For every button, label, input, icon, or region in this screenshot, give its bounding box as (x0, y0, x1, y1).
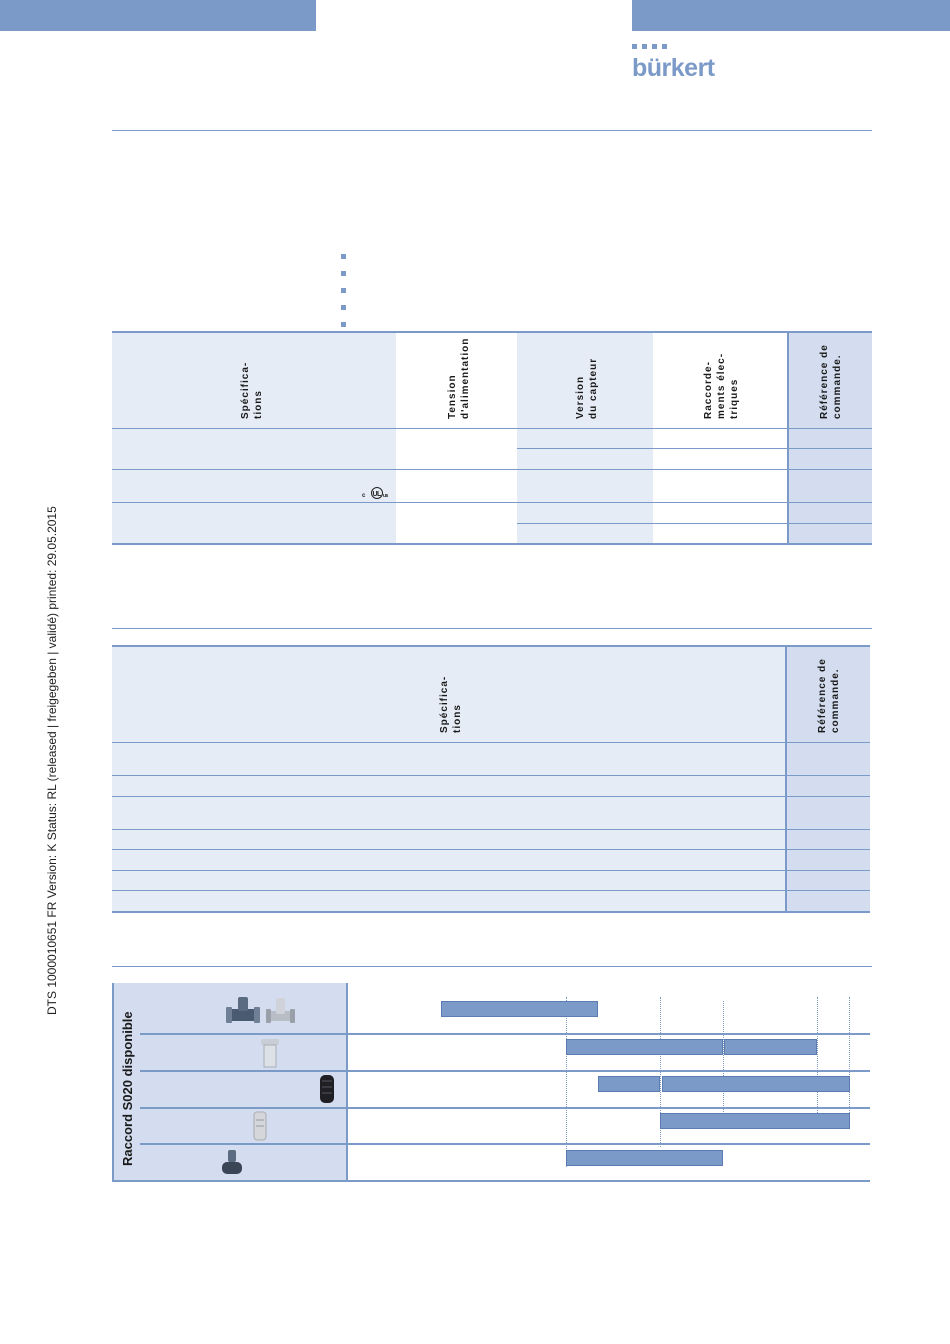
fitting-availability-chart (112, 983, 870, 1182)
burkert-logo (632, 44, 722, 84)
ordering-table-1 (112, 331, 872, 545)
availability-bar (441, 1001, 598, 1017)
stainless-insert-fitting-icon (252, 1111, 268, 1146)
availability-bar (598, 1076, 660, 1092)
svg-text:UL: UL (372, 491, 381, 498)
availability-bar (660, 1113, 850, 1129)
bullet-point (341, 322, 346, 327)
availability-bar (566, 1039, 723, 1055)
availability-bar (724, 1039, 817, 1055)
header-band-right (632, 0, 950, 31)
document-status-note: DTS 1000010651 FR Version: K Status: RL (released | freigegeben | validé) printed: 29.05.2015 (45, 506, 59, 1015)
header-electrical-connections: Raccorde- ments élec- triques (703, 352, 740, 419)
svg-text:us: us (383, 493, 388, 499)
bullet-point (341, 271, 346, 276)
bullet-point (341, 254, 346, 259)
bullet-point (341, 305, 346, 310)
brand-name: bürkert (632, 54, 715, 82)
header-order-code: Référence de commande. (819, 344, 843, 419)
section-divider (112, 966, 872, 967)
svg-text:c: c (362, 493, 365, 499)
availability-bar (662, 1076, 850, 1092)
header-specifications: Spécifica- tions (240, 361, 264, 419)
section-divider (112, 130, 872, 131)
header-band-left (0, 0, 316, 31)
section-divider (112, 628, 872, 629)
black-insert-fitting-icon (318, 1074, 336, 1109)
header-specifications: Spécifica- tions (439, 675, 463, 733)
saddle-fitting-icon (220, 1148, 244, 1183)
header-supply-voltage: Tension d'alimentation (447, 337, 471, 419)
availability-bar (566, 1150, 723, 1166)
ul-certification-icon (362, 487, 392, 501)
ordering-table-2 (112, 645, 870, 913)
tee-fitting-icon (226, 995, 296, 1036)
weld-end-fitting-icon (259, 1037, 281, 1074)
bullet-point (341, 288, 346, 293)
chart-row-header: Raccord S020 disponible (120, 1011, 135, 1166)
header-sensor-version: Version du capteur (575, 357, 599, 419)
header-order-code: Référence de commande. (817, 658, 841, 733)
